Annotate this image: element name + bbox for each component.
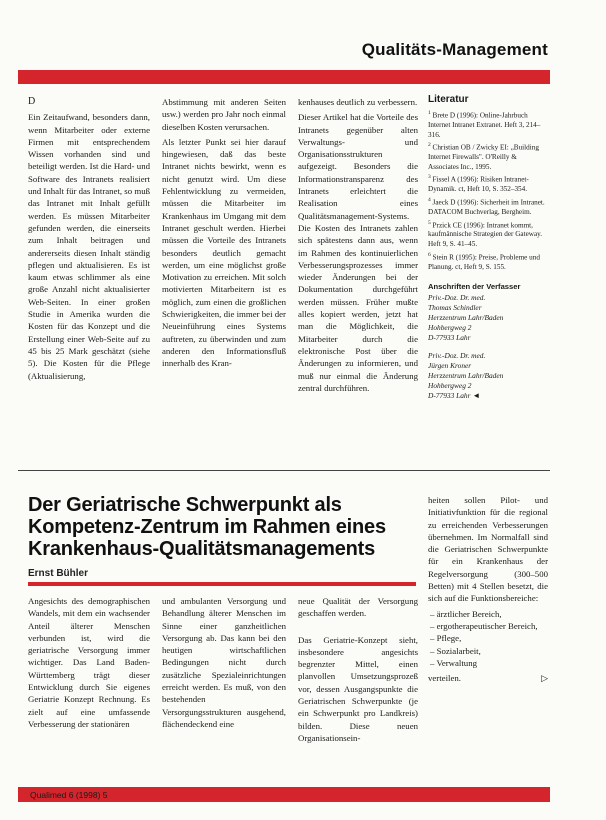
literature-list <box>428 109 548 272</box>
list-item: – ergotherapeutischer Bereich, <box>430 620 538 631</box>
author-address-1: Priv.-Doz. Dr. med. Thomas Schindler Herzzentrum Lahr/Baden Hohbergweg 2 D-77933 Lahr <box>428 293 504 343</box>
article-col3-paragraph-1: neue Qualität der Versorgung geschaffen werden. <box>298 596 418 619</box>
upper-col3-paragraph-1: kenhauses deutlich zu verbessern. <box>298 97 418 107</box>
section-divider <box>18 470 550 471</box>
literature-item: $^5$ Przick CE (1996): Intranet kommt, kaufmännische Strategien der Gateway. Heft 9, S. 41–45. <box>428 219 543 249</box>
article-column-3 <box>298 595 418 785</box>
upper-column-1 <box>28 96 150 466</box>
literature-heading: Literatur <box>428 94 469 105</box>
article-col2-paragraph: und ambulanten Versorgung und Behandlung älterer Menschen im Sinne einer ganzheitlichen Versorgung ab. Das kann bei den heutigen wirtschaftlichen Bedingungen nicht durch zusätzliche Spezialeinrichtungen erreicht werden. Es muß, von den bestehenden Versorgungsstrukturen ausgehend, flächendeckend eine <box>162 596 286 729</box>
upper-col2-paragraph-2: Als letzter Punkt sei hier darauf hingewiesen, daß das beste Intranet nichts bewirkt, wenn es nicht genutzt wird. Um diese Fehlentwicklung zu vermeiden, müssen die Mitarbeiter im Krankenhaus im Umgang mit dem Intranet geschult werden. Hierbei müssen die Vorteile des Intranets besonders deutlich gemacht werden, um eine möglichst große Motivation zu erreichen. Mit solch motivierten Mitarbeitern ist es möglich, zum einen die großlichen Schwierigkeiten, die immer bei der Neueinführung eines Systems auftreten, zu überwinden und zum anderen den Informationsfluß innerhalb des Kran- <box>162 136 286 369</box>
function-area-list <box>428 608 548 669</box>
upper-column-2 <box>162 96 286 466</box>
article-column-4 <box>428 494 548 784</box>
literature-item: $^4$ Jaeck D (1996): Sicherheit im Intranet. DATACOM Buchverlag, Bergheim. <box>428 196 545 216</box>
end-of-article-marker-icon: ◄ <box>472 391 481 401</box>
article-column-1 <box>28 595 150 785</box>
section-title: Qualitäts-Management <box>361 40 548 59</box>
list-item: – Pflege, <box>430 633 462 644</box>
list-item: – ärztlicher Bereich, <box>430 608 502 619</box>
list-item: – Verwaltung <box>430 657 477 668</box>
literature-item: $^1$ Brete D (1996): Online-Jahrbuch Internet Intranet Extranet. Heft 3, 214–316. <box>428 110 541 139</box>
upper-column-3 <box>298 96 418 466</box>
literature-item: $^3$ Fissel A (1996): Risiken Intranet-Dynamik. ct, Heft 10, S. 352–354. <box>428 174 529 194</box>
upper-col1-paragraph: Ein Zeitaufwand, besonders dann, wenn Mitarbeiter oder externe Firmen mit entsprechendem Wissen vorhanden sind und beteiligt werden. Ist die Hard- und Software des Intranets realisiert und Inhalt für das Intranet, so muß das Intranet mit Inhalt gefüllt werden. Es müssen Mitarbeiter gefunden werden, die einerseits zum Inhalt beitragen und andererseits diesen Inhalt ständig pflegen und aktualisieren. Es ist kaum etwas schlimmer als eine große Anzahl nicht aktualisierter Web-Seiten. In einer großen Studie in Amerika wurden die Kosten für das Konzept und die Erstellung einer Web-Seite auf zu 45 bis 25 Mark geschätzt (siehe 5). Die Kosten für die Pflege (Aktualisierung, <box>28 112 150 381</box>
article-col3-paragraph-2: Das Geriatrie-Konzept sieht, insbesondere angesichts begrenzter Mittel, einen planvollen Umsetzungsprozeß vor, dessen Ausgangspunkte die Geriatrischen Schwerpunkte (je ein Schwerpunkt pro Landkreis) bilden. Diese neuen Organisationsein- <box>298 634 418 743</box>
continue-arrow-icon: ▷ <box>541 673 548 684</box>
article-col1-paragraph: Angesichts des demographischen Wandels, mit dem ein wachsender Anteil älterer Menschen verbunden ist, wird die geriatrische Versorgung immer wichtiger. Das Land Baden-Württemberg trägt dieser Entwicklung durch Sie eigenes Geriatrie Konzept Rechnung. Es zielt auf eine umfassende Verbesserung der stationären <box>28 596 150 729</box>
header-red-bar <box>18 70 550 84</box>
addresses-heading: Anschriften der Verfasser <box>428 282 521 292</box>
author-red-rule <box>28 582 416 586</box>
dropcap-text: D <box>28 96 36 107</box>
author-address-2: Priv.-Doz. Dr. med. Jürgen Kroner Herzzentrum Lahr/Baden Hohbergweg 2 D-77933 Lahr ◄ <box>428 351 504 401</box>
article-title: Der Geriatrische Schwerpunkt als Kompetenz-Zentrum im Rahmen eines Krankenhaus-Qualitätsmanagements <box>28 494 386 560</box>
literature-item: $^2$ Christian OB / Zwicky EI: „Building Internet Firewalls". O'Reilly & Associates Inc., 1995. <box>428 142 539 171</box>
upper-col2-paragraph-1: Abstimmung mit anderen Seiten usw.) werden pro Jahr noch einmal dieselben Kosten verursachen. <box>162 97 286 132</box>
article-col4-intro: heiten sollen Pilot- und Initiativfunktion für die regional zu erreichenden Verbesserungen übernehmen. Im Normalfall sind die Geriatrischen Schwerpunkte für ein Krankenhaus der Regelversorgung (300–500 Betten) mit 4 Stellen besetzt, die sich auf die Funktionsbereiche: <box>428 495 548 604</box>
article-col4-end: verteilen. ▷ <box>428 673 548 684</box>
literature-item: $^6$ Stein R (1995): Preise, Probleme und Planung. ct, Heft 9, S. 155. <box>428 251 540 271</box>
article-column-2 <box>162 595 286 785</box>
footer-citation: Qualimed 6 (1998) 5 <box>30 790 108 800</box>
upper-col3-paragraph-2: Dieser Artikel hat die Vorteile des Intranets gegenüber alten Verwaltungs- und Organisationsstrukturen aufgezeigt. Besonders die Informationstransparenz des Intranets erleichtert die Realisation eines Qualitätsmanagement-Systems. Die Kosten des Intranets zahlen sich spätestens dann aus, wenn im Rahmen des kontinuierlichen Verbesserungsprozesses immer wieder Änderungen bei der Dokumentation durchgeführt werden müssen. Früher mußte alles kopiert werden, jetzt hat man die Möglichkeit, die Mitarbeiter durch die elektronische Post über die Änderungen zu informieren, und muß nur einmal die Änderung zentral durchführen. <box>298 112 418 393</box>
literature-sidebar <box>428 94 548 466</box>
list-item: – Sozialarbeit, <box>430 645 481 656</box>
article-author: Ernst Bühler <box>28 568 89 579</box>
